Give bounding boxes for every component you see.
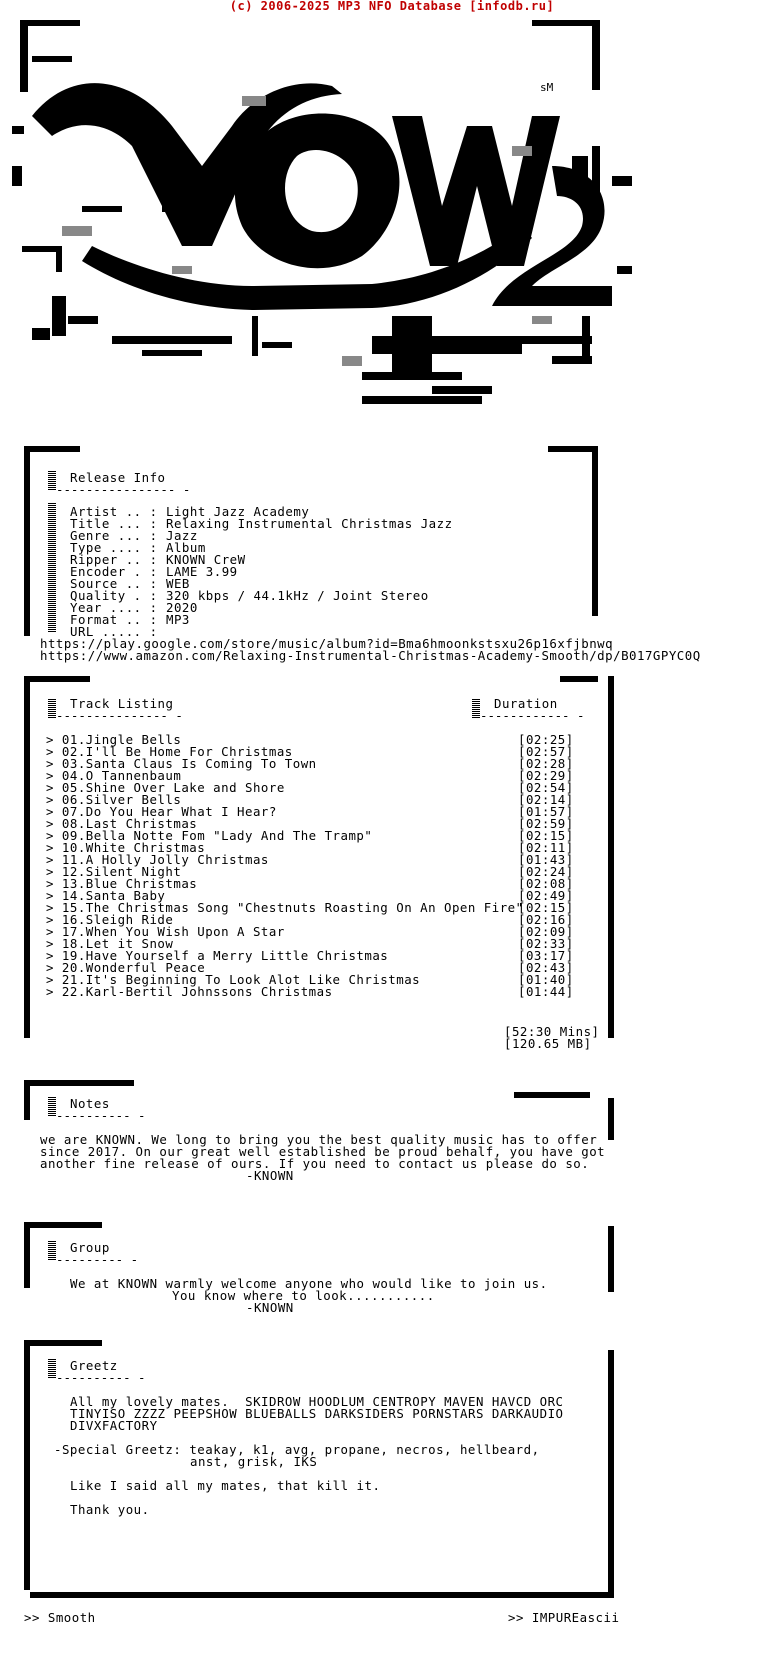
track-title: > 20.Wonderful Peace: [46, 960, 206, 975]
logo-tag: sM: [540, 81, 554, 94]
track-title: > 07.Do You Hear What I Hear?: [46, 804, 277, 819]
url-link[interactable]: https://www.amazon.com/Relaxing-Instrumental-Christmas-Academy-Smooth/dp/B017GPYC0Q: [40, 648, 701, 663]
frame-top-left: [30, 1080, 134, 1086]
release-info-heading: Release Info: [70, 470, 166, 485]
frame-top-left: [30, 1222, 102, 1228]
footer-right: >> IMPUREascii: [508, 1610, 620, 1625]
track-duration: [02:49]: [518, 888, 574, 903]
footer-left: >> Smooth: [24, 1610, 96, 1625]
group-rule: --------- -: [56, 1252, 139, 1267]
frame-top-right: [514, 1092, 590, 1098]
track-title: > 11.A Holly Jolly Christmas: [46, 852, 269, 867]
frame-right: [608, 1350, 614, 1592]
heading-marker: [48, 470, 56, 490]
notes-line: another fine release of ours. If you need to contact us please do so.: [40, 1156, 590, 1171]
group-signature: -KNOWN: [246, 1300, 294, 1315]
greetz-line: Like I said all my mates, that kill it.: [70, 1478, 381, 1493]
track-duration: [02:15]: [518, 900, 574, 915]
field-label: Ripper .. :: [70, 552, 158, 567]
track-title: > 17.When You Wish Upon A Star: [46, 924, 285, 939]
track-duration: [02:59]: [518, 816, 574, 831]
track-title: > 04.O Tannenbaum: [46, 768, 182, 783]
track-title: > 13.Blue Christmas: [46, 876, 198, 891]
field-label: Artist .. :: [70, 504, 158, 519]
track-title: > 14.Santa Baby: [46, 888, 166, 903]
greetz-line: DIVXFACTORY: [70, 1418, 158, 1433]
track-title: > 03.Santa Claus Is Coming To Town: [46, 756, 317, 771]
track-duration: [01:57]: [518, 804, 574, 819]
track-title: > 22.Karl-Bertil Johnssons Christmas: [46, 984, 333, 999]
field-label: Genre ... :: [70, 528, 158, 543]
total-time: [52:30 Mins]: [504, 1024, 600, 1039]
track-title: > 19.Have Yourself a Merry Little Christmas: [46, 948, 389, 963]
track-listing-rule: --------------- -: [56, 708, 183, 723]
track-duration: [02:11]: [518, 840, 574, 855]
field-label: Source .. :: [70, 576, 158, 591]
heading-marker: [48, 1358, 56, 1378]
field-value: MP3: [166, 612, 190, 627]
track-title: > 15.The Christmas Song "Chestnuts Roasting On An Open Fire": [46, 900, 524, 915]
track-duration: [02:57]: [518, 744, 574, 759]
frame-left: [24, 446, 30, 636]
track-title: > 09.Bella Notte Fom "Lady And The Tramp": [46, 828, 373, 843]
track-duration: [02:43]: [518, 960, 574, 975]
track-listing-heading: Track Listing: [70, 696, 174, 711]
track-title: > 18.Let it Snow: [46, 936, 174, 951]
frame-top-right: [548, 446, 598, 452]
group-heading: Group: [70, 1240, 110, 1255]
heading-marker: [48, 1240, 56, 1260]
frame-left: [24, 1340, 30, 1590]
duration-marker: [472, 698, 480, 718]
notes-rule: ---------- -: [56, 1108, 146, 1123]
group-line: You know where to look...........: [172, 1288, 435, 1303]
frame-top-left: [30, 676, 90, 682]
release-info-rule: ---------------- -: [56, 482, 191, 497]
track-title: > 05.Shine Over Lake and Shore: [46, 780, 285, 795]
track-title: > 16.Sleigh Ride: [46, 912, 174, 927]
track-title: > 02.I'll Be Home For Christmas: [46, 744, 293, 759]
track-title: > 06.Silver Bells: [46, 792, 182, 807]
field-value: WEB: [166, 576, 190, 591]
field-label: Title ... :: [70, 516, 158, 531]
field-value: Light Jazz Academy: [166, 504, 310, 519]
frame-top-left: [30, 446, 80, 452]
track-duration: [02:29]: [518, 768, 574, 783]
track-duration: [02:14]: [518, 792, 574, 807]
special-greetz: anst, grisk, IKS: [190, 1454, 318, 1469]
group-line: We at KNOWN warmly welcome anyone who would like to join us.: [70, 1276, 548, 1291]
frame-right: [608, 1098, 614, 1140]
frame-left: [24, 1080, 30, 1120]
frame-left: [24, 1222, 30, 1288]
field-value: Jazz: [166, 528, 198, 543]
frame-bottom: [30, 1592, 614, 1598]
field-label: Type .... :: [70, 540, 158, 555]
field-label: Encoder . :: [70, 564, 158, 579]
frame-top-right: [560, 676, 598, 682]
track-duration: [02:15]: [518, 828, 574, 843]
field-label: Quality . :: [70, 588, 158, 603]
heading-marker: [48, 698, 56, 718]
url-link[interactable]: https://play.google.com/store/music/album?id=Bma6hmoonkstsxu26p16xfjbnwq: [40, 636, 614, 651]
notes-line: since 2017. On our great well established be proud behalf, you have got: [40, 1144, 606, 1159]
field-value: KNOWN CreW: [166, 552, 246, 567]
notes-heading: Notes: [70, 1096, 110, 1111]
field-label: Format .. :: [70, 612, 158, 627]
field-value: Relaxing Instrumental Christmas Jazz: [166, 516, 453, 531]
track-duration: [02:25]: [518, 732, 574, 747]
track-duration: [01:43]: [518, 852, 574, 867]
frame-top-left: [30, 1340, 102, 1346]
track-title: > 01.Jingle Bells: [46, 732, 182, 747]
track-duration: [01:44]: [518, 984, 574, 999]
track-duration: [03:17]: [518, 948, 574, 963]
special-greetz: -Special Greetz: teakay, k1, avg, propane, necros, hellbeard,: [54, 1442, 540, 1457]
greetz-line: All my lovely mates. SKIDROW HOODLUM CENTROPY MAVEN HAVCD ORC: [70, 1394, 564, 1409]
track-title: > 12.Silent Night: [46, 864, 182, 879]
greetz-line: TINYISO ZZZZ PEEPSHOW BLUEBALLS DARKSIDERS PORNSTARS DARKAUDIO: [70, 1406, 564, 1421]
total-size: [120.65 MB]: [504, 1036, 592, 1051]
fields-marker: [48, 502, 56, 632]
frame-right: [592, 446, 598, 616]
duration-rule: ------------ -: [480, 708, 585, 723]
field-label: URL ..... :: [70, 624, 158, 639]
notes-line: we are KNOWN. We long to bring you the best quality music has to offer: [40, 1132, 598, 1147]
track-duration: [02:08]: [518, 876, 574, 891]
field-value: Album: [166, 540, 206, 555]
track-duration: [01:40]: [518, 972, 574, 987]
ascii-logo: [12, 16, 652, 446]
notes-signature: -KNOWN: [246, 1168, 294, 1183]
greetz-rule: ---------- -: [56, 1370, 146, 1385]
track-title: > 10.White Christmas: [46, 840, 206, 855]
track-duration: [02:33]: [518, 936, 574, 951]
field-label: Year .... :: [70, 600, 158, 615]
frame-right: [608, 1226, 614, 1292]
heading-marker: [48, 1096, 56, 1116]
greetz-heading: Greetz: [70, 1358, 118, 1373]
frame-left: [24, 676, 30, 1038]
field-value: 2020: [166, 600, 198, 615]
duration-heading: Duration: [494, 696, 558, 711]
field-value: LAME 3.99: [166, 564, 238, 579]
track-duration: [02:24]: [518, 864, 574, 879]
track-duration: [02:54]: [518, 780, 574, 795]
track-title: > 08.Last Christmas: [46, 816, 198, 831]
greetz-line: Thank you.: [70, 1502, 150, 1517]
credit-header[interactable]: (c) 2006-2025 MP3 NFO Database [infodb.ru]: [229, 0, 555, 13]
track-title: > 21.It's Beginning To Look Alot Like Christmas: [46, 972, 421, 987]
track-duration: [02:28]: [518, 756, 574, 771]
track-duration: [02:09]: [518, 924, 574, 939]
frame-right: [608, 676, 614, 1038]
field-value: 320 kbps / 44.1kHz / Joint Stereo: [166, 588, 429, 603]
track-duration: [02:16]: [518, 912, 574, 927]
